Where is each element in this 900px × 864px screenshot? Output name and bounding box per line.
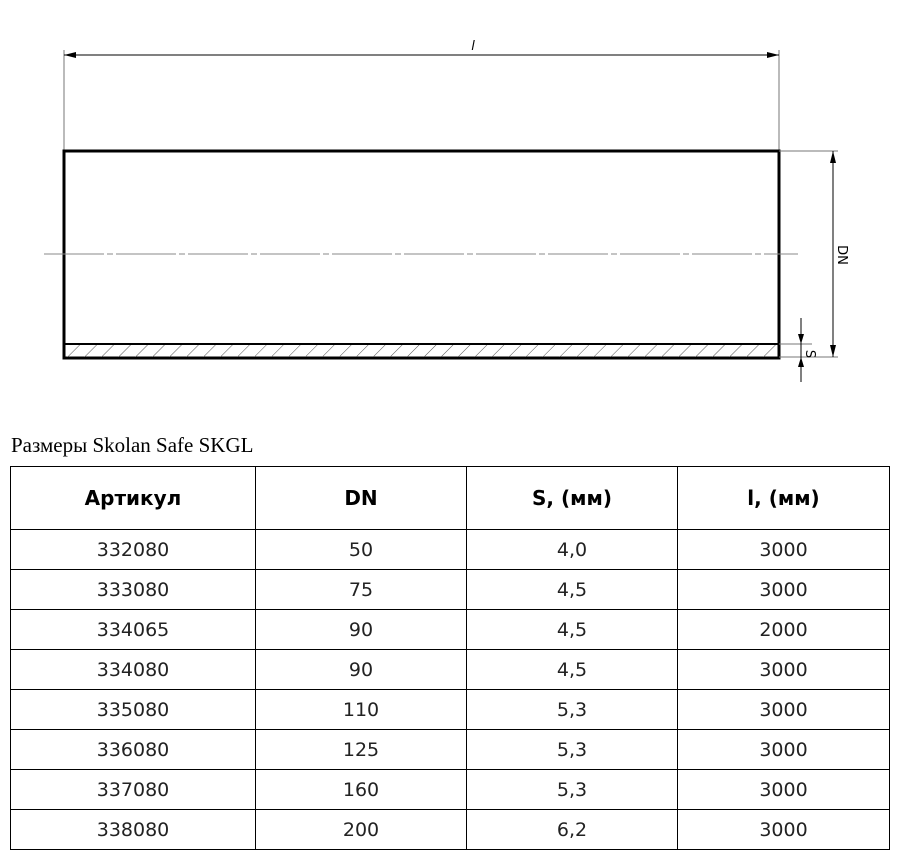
cell-dn: 125 [256,730,467,770]
cell-dn: 110 [256,690,467,730]
cell-article: 336080 [11,730,256,770]
cell-s: 5,3 [467,770,678,810]
pipe-dimension-drawing [0,0,900,400]
cell-article: 334080 [11,650,256,690]
cell-dn: 200 [256,810,467,850]
arrow-left-icon [64,52,76,58]
cell-s: 4,5 [467,610,678,650]
s-arrow-up-icon [798,357,804,367]
arrow-right-icon [767,52,779,58]
header-length: l, (мм) [678,467,890,530]
cell-dn: 90 [256,650,467,690]
cell-s: 4,5 [467,570,678,610]
s-arrow-down-icon [798,334,804,344]
table-header-row [11,467,890,530]
arrow-down-icon [830,345,836,357]
cell-length: 3000 [678,730,890,770]
cell-dn: 90 [256,610,467,650]
cell-s: 6,2 [467,810,678,850]
table-row [11,610,890,650]
cell-article: 332080 [11,530,256,570]
cell-length: 3000 [678,810,890,850]
cell-s: 4,0 [467,530,678,570]
cell-length: 3000 [678,530,890,570]
cell-s: 5,3 [467,730,678,770]
arrow-up-icon [830,151,836,163]
cell-length: 3000 [678,770,890,810]
dn-label: DN [834,245,849,265]
cell-s: 5,3 [467,690,678,730]
cell-article: 338080 [11,810,256,850]
cell-length: 3000 [678,690,890,730]
header-article: Артикул [11,467,256,530]
table-row [11,770,890,810]
cell-article: 333080 [11,570,256,610]
cell-dn: 160 [256,770,467,810]
cell-length: 3000 [678,570,890,610]
table-row [11,570,890,610]
header-dn: DN [256,467,467,530]
cell-article: 335080 [11,690,256,730]
table-row [11,690,890,730]
cell-length: 2000 [678,610,890,650]
cell-dn: 50 [256,530,467,570]
s-label: S [802,349,817,359]
table-row [11,810,890,850]
table-caption: Размеры Skolan Safe SKGL [11,433,254,457]
cell-dn: 75 [256,570,467,610]
cell-article: 337080 [11,770,256,810]
table-row [11,530,890,570]
table-row [11,650,890,690]
header-s: S, (мм) [467,467,678,530]
pipe-wall-hatch [65,345,778,357]
cell-article: 334065 [11,610,256,650]
table-row [11,730,890,770]
cell-length: 3000 [678,650,890,690]
cell-s: 4,5 [467,650,678,690]
length-label: l [471,39,475,54]
dimensions-table [10,466,890,850]
